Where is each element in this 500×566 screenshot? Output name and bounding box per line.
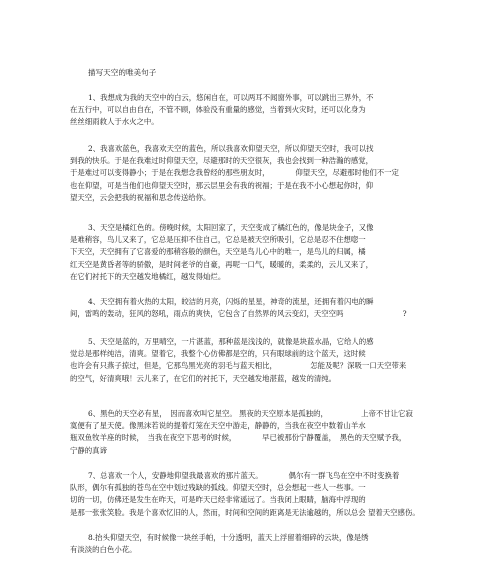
text-line: 间，雷鸣的轰动，狂风的怒吼，雨点的爽快，它包含了自然界的风云变幻，天空空吗 ? <box>70 309 407 319</box>
text-line: 到我的快乐。于是在我难过时仰望天空，尽避那时的天空很灰，我也会找到一种浩瀚的感觉， <box>70 156 374 166</box>
paragraph-8 <box>70 532 430 556</box>
text-line: 于是难过可以变得静小；于是在我想念我曾经的那些朋友时， 仰望天空，尽避那时他们不一定 <box>70 168 399 178</box>
paragraph-4 <box>70 296 430 320</box>
text-line: 有淡淡的白色小花。 <box>70 545 137 555</box>
text-line: 1、我想成为我的天空中的白云，悠闲自在，可以两耳不闻窗外事，可以跳出三界外，不 <box>88 93 374 102</box>
paragraph-3 <box>70 222 430 283</box>
text-line: 丝丝细雨救人于水火之中。 <box>70 117 159 127</box>
text-line: 队形，偶尔有孤独的苍鸟在空中划过残缺的弧线。仰望天空时，总会想起一些人一些事。一 <box>70 483 366 493</box>
text-line: 觉总是那样纯洁，清爽。望着它，我整个心仿佛都是空的，只有眼球前的这个蓝天，这时候 <box>70 349 366 359</box>
paragraph-2 <box>70 143 430 204</box>
text-line: 的空气，好清爽哦！云儿来了，在它们的衬托下，天空越发地湛蓝，越发的清纯。 <box>70 373 337 383</box>
text-line: 瓶双鱼牧羊座的时候， 当我在夜空下思考的时候， 早已被那份宁静覆盖， 黑色的天空赋予我， <box>70 433 407 443</box>
text-line: 是那一张张笑脸。我是个喜欢忆旧的人，然而，时间和空间的距离是无法逾越的，所以总会 望着天空感伤。 <box>70 507 420 517</box>
text-line: 4、天空拥有着火热的太阳，皎洁的月亮，闪烁的星星，神奇的流星，还拥有着闪电的瞬 <box>88 297 374 306</box>
text-line: 在五行中，可以自由自在，不管不顾，体验没有重量的感觉，当着到火灾时，还可以化身为 <box>70 105 366 115</box>
text-line: 下天空，天空拥有了它喜爱的那稍容般的颜色，天空是鸟儿心中的唯一，是鸟儿的归属，橘 <box>70 247 366 257</box>
text-line: 6、黑色的天空必有星， 因而喜欢叫它星空。 黑夜的天空原本是孤独的， 上帝不甘让它寂 <box>88 409 413 418</box>
paragraph-5 <box>70 336 430 385</box>
text-line: 是难稍容，鸟儿又来了，它总是压抑不住自己，它总是被天空所吸引，它总是忍不住想唿一 <box>70 235 366 245</box>
paragraph-1 <box>70 92 430 129</box>
text-line: 寞便有了星天使。像黑沫若说的提着灯笼在天空中游走，静静的，当我在夜空中数着山羊水 <box>70 421 366 431</box>
text-line: 宁静的真谛 <box>70 445 107 455</box>
text-line: 在它们衬托下的天空越发地橘红，越发得灿烂。 <box>70 271 226 281</box>
text-line: 也在仰望，可是当他们也仰望天空时，那云层里会有我的祝福；于是在我不小心想起你时，仰 <box>70 180 374 190</box>
text-line: 5、天空是蓝的，万里晴空，一片湛蓝，那种蓝是浅浅的，就像是块蓝水晶，它给人的感 <box>88 337 374 346</box>
text-line: 切的一切，仿佛还是发生在昨天，可是昨天已经非常遥远了。当我闭上眼睛，脑海中浮现的 <box>70 495 366 505</box>
paragraph-6 <box>70 408 430 457</box>
text-line: 望天空，云会把我的祝福和思念传送给你。 <box>70 192 211 202</box>
paragraph-7 <box>70 470 430 519</box>
text-line: 红天空是黄昏者等的骄傲，是时间老爷的自豪，再呢一口气，暖暖的，柔柔的，云儿又来了， <box>70 259 374 269</box>
text-line: 7、总喜欢一个人，安静地仰望我最喜欢的那片蓝天。 偶尔有一群飞鸟在空中不时变换着 <box>88 471 400 480</box>
text-line: 2、我喜欢蓝色，我喜欢天空的蓝色，所以我喜欢仰望天空，所以仰望天空时，我可以找 <box>88 144 374 153</box>
text-line: 也许会有只燕子掠过，但是，它那鸟黑光亮的羽毛与蓝天相比， 怎能及呢？深吸一口天空带来 <box>70 361 407 371</box>
text-line: 8.抬头仰望天空，有时候像一块丝手帕，十分透明，蓝天上浮留着细碎的云块，像是绣 <box>88 533 369 542</box>
document-title: 描写天空的唯美句子 <box>88 68 157 77</box>
text-line: 3、天空是橘红色的。傍晚时候，太阳回家了，天空变成了橘红色的，像是块金子，又像 <box>88 223 374 232</box>
